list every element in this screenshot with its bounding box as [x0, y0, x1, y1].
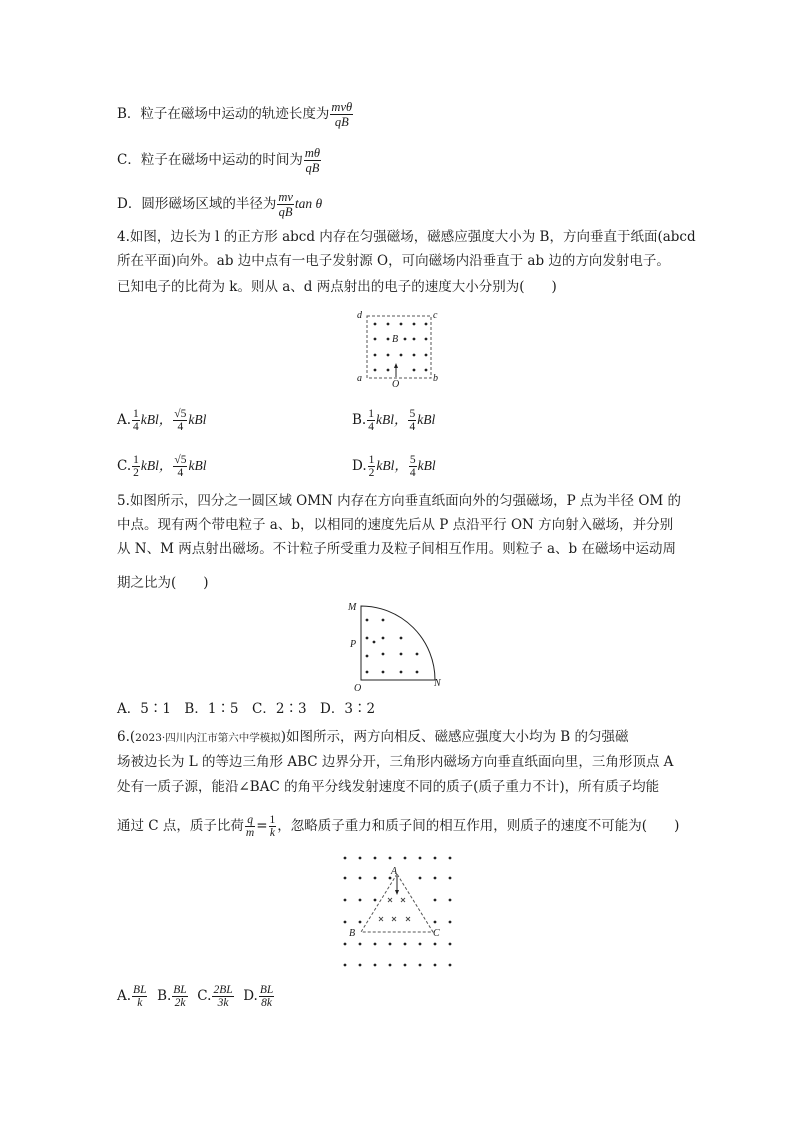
q4-line-2: 所在平面)向外。ab 边中点有一电子发射源 O，可向磁场内沿垂直于 ab 边的方向发射电子。: [117, 253, 670, 269]
option-c-text: C．粒子在磁场中运动的时间为: [117, 152, 303, 168]
option-d-line: [117, 190, 322, 219]
q5-options: A．5∶1 B．1∶5 C．2∶3 D．3∶2: [117, 701, 376, 717]
q5-line-4: 期之比为( ): [117, 575, 209, 591]
q4-label-B: B: [392, 334, 399, 345]
q4-figure-square-field: [355, 308, 440, 388]
q6-outer-dots: [344, 857, 452, 967]
q5-field-dots: [366, 619, 419, 674]
q6-figure-triangle-field: [335, 848, 460, 973]
q4-label-a: a: [357, 373, 362, 384]
option-b-line: [117, 100, 354, 129]
q4-label-O: O: [392, 379, 400, 388]
q5-label-N: N: [434, 678, 441, 689]
q4-line-3: 已知电子的比荷为 k。则从 a、d 两点射出的电子的速度大小分别为( ): [117, 279, 557, 295]
q6-line-3: 处有一质子源，能沿∠BAC 的角平分线发射速度不同的质子(质子重力不计)，所有质子均能: [117, 779, 660, 795]
q5-figure-quarter-circle: [345, 598, 450, 693]
q5-label-P: P: [350, 639, 357, 650]
q4-option-b: B. $\frac{1}{4}$ kBl， $\frac{5}{4}$ kBl: [352, 408, 436, 433]
q4-field-dots: [374, 323, 428, 372]
option-b-text: B．粒子在磁场中运动的轨迹长度为: [117, 106, 330, 122]
q4-label-d: d: [357, 310, 362, 321]
option-c-fraction: $\frac{m\theta}{qB}$: [304, 146, 321, 175]
q4-option-a: A. $\frac{1}{4}$ kBl， $\frac{√5}{4}$ kBl: [117, 408, 207, 433]
q6-source: 2023·四川内江市第六中学模拟: [135, 732, 281, 744]
option-d-text: D．圆形磁场区域的半径为: [117, 196, 277, 212]
option-b-fraction: $\frac{\text{mvθ}}{qB}$: [331, 100, 353, 129]
option-c-line: [117, 146, 322, 175]
q4-square-boundary: [367, 316, 431, 378]
q5-line-2: 中点。现有两个带电粒子 a、b，以相同的速度先后从 P 点沿平行 ON 方向射入磁场，并分别: [117, 517, 674, 533]
q5-quarter-circle-boundary: [361, 606, 435, 680]
q5-line-3: 从 N、M 两点射出磁场。不计粒子所受重力及粒子间相互作用。则粒子 a、b 在磁场中运动周: [117, 541, 676, 557]
q6-line-2: 场被边长为 L 的等边三角形 ABC 边界分开，三角形内磁场方向垂直纸面向里，三角形顶点 A: [117, 754, 674, 770]
q6-label-B: B: [349, 928, 356, 939]
option-d-fraction: $\frac{mv}{qB}$: [278, 190, 293, 219]
q5-label-O: O: [354, 683, 362, 693]
q4-option-d: D. $\frac{1}{2}$ kBl， $\frac{5}{4}$ kBl: [352, 454, 436, 479]
q6-label-C: C: [433, 928, 440, 939]
q6-inner-crosses: [379, 898, 410, 921]
q4-label-b: b: [433, 373, 438, 384]
q4-option-c: C. $\frac{1}{2}$ kBl， $\frac{√5}{4}$ kBl: [117, 454, 207, 479]
q6-label-A: A: [391, 866, 398, 877]
q5-line-1: 5.如图所示，四分之一圆区域 OMN 内存在方向垂直纸面向外的匀强磁场，P 点为半径 OM 的: [117, 493, 682, 509]
q6-options: A. $\frac{BL}{k}$ B. $\frac{BL}{2k}$ C. $\frac{2BL}{3k}$ D. $\frac{BL}{8k}$: [117, 984, 274, 1009]
q4-line-1: 4.如图，边长为 l 的正方形 abcd 内存在匀强磁场，磁感应强度大小为 B，方向垂直于纸面(abcd: [117, 229, 696, 245]
q6-line-4: 通过 C 点，质子比荷 $\frac{q}{m}$ = $\frac{1}{k}$ ，忽略质子重力和质子间的相互作用，则质子的速度不可能为( ): [117, 814, 680, 839]
option-d-tail: tan θ: [294, 196, 323, 211]
q6-line-1: 6.(2023·四川内江市第六中学模拟)如图所示，两方向相反、磁感应强度大小均为 B 的匀强磁: [117, 729, 629, 745]
q5-label-M: M: [348, 602, 357, 613]
q4-label-c: c: [433, 310, 438, 321]
